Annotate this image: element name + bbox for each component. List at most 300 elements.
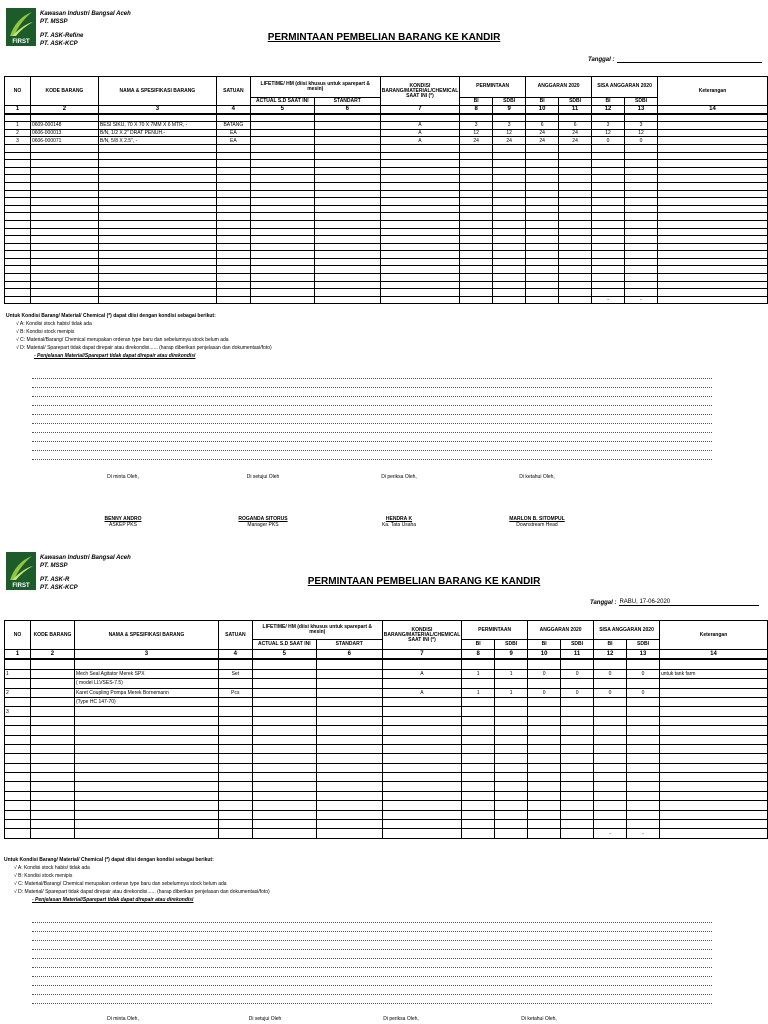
table-cell[interactable] — [627, 791, 660, 800]
table-cell[interactable] — [561, 829, 594, 838]
table-cell[interactable] — [625, 251, 658, 259]
table-cell[interactable] — [216, 190, 250, 198]
table-cell[interactable]: 0 — [592, 137, 625, 145]
table-cell[interactable] — [250, 251, 314, 259]
table-cell[interactable] — [625, 236, 658, 244]
table-cell[interactable] — [462, 735, 495, 744]
table-cell[interactable] — [460, 258, 493, 266]
table-cell[interactable] — [380, 114, 459, 122]
table-cell[interactable] — [526, 274, 559, 282]
table-cell[interactable] — [594, 716, 627, 725]
table-cell[interactable] — [493, 251, 526, 259]
table-cell[interactable] — [218, 810, 252, 819]
table-cell[interactable] — [250, 137, 314, 145]
table-cell[interactable] — [460, 144, 493, 152]
table-cell[interactable] — [526, 167, 559, 175]
table-cell[interactable] — [30, 175, 98, 183]
table-cell[interactable] — [561, 707, 594, 716]
table-cell[interactable] — [493, 182, 526, 190]
table-cell[interactable] — [660, 679, 768, 688]
table-cell[interactable] — [460, 281, 493, 289]
table-cell[interactable] — [252, 679, 316, 688]
table-cell[interactable] — [559, 152, 592, 160]
table-cell[interactable] — [380, 266, 459, 274]
table-cell[interactable] — [561, 744, 594, 753]
table-cell[interactable] — [493, 114, 526, 122]
table-cell[interactable] — [493, 144, 526, 152]
table-cell[interactable] — [462, 679, 495, 688]
table-cell[interactable] — [316, 820, 382, 829]
table-cell[interactable] — [526, 205, 559, 213]
table-cell[interactable] — [526, 281, 559, 289]
table-cell[interactable] — [460, 167, 493, 175]
table-cell[interactable]: 3 — [5, 707, 31, 716]
table-cell[interactable] — [526, 198, 559, 206]
table-cell[interactable] — [252, 782, 316, 791]
dotted-line[interactable] — [32, 397, 712, 406]
table-cell[interactable] — [30, 220, 98, 228]
table-cell[interactable] — [5, 716, 31, 725]
table-cell[interactable] — [316, 707, 382, 716]
table-cell[interactable] — [658, 289, 768, 297]
table-cell[interactable] — [528, 679, 561, 688]
table-cell[interactable] — [493, 266, 526, 274]
table-cell[interactable] — [382, 763, 461, 772]
table-cell[interactable] — [526, 175, 559, 183]
table-cell[interactable] — [660, 754, 768, 763]
table-cell[interactable] — [5, 236, 31, 244]
table-cell[interactable] — [462, 782, 495, 791]
table-cell[interactable] — [316, 669, 382, 678]
table-cell[interactable] — [528, 773, 561, 782]
table-cell[interactable] — [30, 810, 74, 819]
table-cell[interactable] — [5, 228, 31, 236]
table-cell[interactable] — [627, 801, 660, 810]
table-cell[interactable] — [30, 669, 74, 678]
table-cell[interactable] — [314, 220, 380, 228]
table-cell[interactable] — [625, 144, 658, 152]
dotted-line[interactable] — [32, 451, 712, 460]
table-cell[interactable] — [5, 205, 31, 213]
table-cell[interactable] — [561, 735, 594, 744]
table-cell[interactable]: 12 — [592, 129, 625, 137]
table-cell[interactable]: 0 — [627, 688, 660, 697]
table-cell[interactable]: - — [592, 296, 625, 304]
table-cell[interactable] — [495, 791, 528, 800]
table-cell[interactable] — [5, 152, 31, 160]
table-cell[interactable] — [460, 160, 493, 168]
table-cell[interactable]: A — [382, 688, 461, 697]
table-cell[interactable] — [658, 213, 768, 221]
table-cell[interactable] — [30, 205, 98, 213]
table-cell[interactable] — [380, 205, 459, 213]
table-cell[interactable] — [5, 289, 31, 297]
table-cell[interactable] — [30, 820, 74, 829]
table-cell[interactable] — [462, 697, 495, 706]
table-cell[interactable] — [592, 228, 625, 236]
table-cell[interactable] — [216, 281, 250, 289]
table-cell[interactable] — [30, 726, 74, 735]
table-cell[interactable] — [526, 182, 559, 190]
table-cell[interactable] — [658, 129, 768, 137]
table-cell[interactable]: Karet Coupling Pompa Merek Bornemann — [74, 688, 218, 697]
table-cell[interactable] — [316, 688, 382, 697]
table-cell[interactable] — [5, 251, 31, 259]
table-cell[interactable]: 12 — [460, 129, 493, 137]
table-cell[interactable] — [314, 296, 380, 304]
table-cell[interactable] — [460, 266, 493, 274]
dotted-line[interactable] — [32, 932, 712, 941]
table-cell[interactable] — [216, 243, 250, 251]
table-cell[interactable] — [559, 175, 592, 183]
table-cell[interactable] — [625, 198, 658, 206]
table-cell[interactable] — [561, 659, 594, 669]
table-cell[interactable] — [250, 205, 314, 213]
table-cell[interactable] — [660, 763, 768, 772]
table-cell[interactable] — [660, 707, 768, 716]
table-cell[interactable] — [528, 782, 561, 791]
table-cell[interactable] — [462, 829, 495, 838]
table-cell[interactable] — [74, 716, 218, 725]
table-cell[interactable] — [627, 679, 660, 688]
table-cell[interactable] — [216, 274, 250, 282]
table-cell[interactable] — [30, 801, 74, 810]
table-cell[interactable]: Set — [218, 669, 252, 678]
table-cell[interactable] — [5, 782, 31, 791]
table-cell[interactable] — [30, 707, 74, 716]
table-cell[interactable] — [559, 190, 592, 198]
table-cell[interactable] — [528, 735, 561, 744]
table-cell[interactable]: 3 — [625, 122, 658, 130]
table-cell[interactable]: 0606-000013 — [30, 129, 98, 137]
table-cell[interactable] — [493, 274, 526, 282]
table-cell[interactable] — [314, 152, 380, 160]
table-cell[interactable] — [493, 175, 526, 183]
table-cell[interactable] — [658, 258, 768, 266]
table-cell[interactable]: (Type HC 147-70) — [74, 697, 218, 706]
table-cell[interactable]: 3 — [460, 122, 493, 130]
table-cell[interactable]: A — [382, 669, 461, 678]
table-cell[interactable] — [561, 791, 594, 800]
table-cell[interactable] — [559, 160, 592, 168]
table-cell[interactable] — [594, 679, 627, 688]
table-cell[interactable] — [460, 251, 493, 259]
table-cell[interactable]: BESI SIKU, 70 X 70 X 7MM X 6 MTR, - — [98, 122, 216, 130]
table-cell[interactable] — [559, 228, 592, 236]
table-cell[interactable] — [528, 726, 561, 735]
table-cell[interactable]: 0606-000071 — [30, 137, 98, 145]
table-cell[interactable] — [250, 266, 314, 274]
table-cell[interactable] — [314, 137, 380, 145]
table-cell[interactable] — [493, 152, 526, 160]
table-cell[interactable] — [559, 289, 592, 297]
table-cell[interactable] — [528, 744, 561, 753]
table-cell[interactable] — [625, 175, 658, 183]
dotted-line[interactable] — [32, 914, 712, 923]
table-cell[interactable] — [658, 266, 768, 274]
table-cell[interactable] — [218, 735, 252, 744]
table-cell[interactable] — [380, 243, 459, 251]
table-cell[interactable] — [592, 236, 625, 244]
table-cell[interactable] — [559, 258, 592, 266]
table-cell[interactable]: 24 — [526, 137, 559, 145]
table-cell[interactable] — [592, 182, 625, 190]
table-cell[interactable]: EA — [216, 137, 250, 145]
table-cell[interactable] — [252, 829, 316, 838]
table-cell[interactable]: - — [625, 296, 658, 304]
table-cell[interactable] — [627, 744, 660, 753]
table-cell[interactable] — [460, 296, 493, 304]
table-cell[interactable] — [98, 289, 216, 297]
table-cell[interactable]: 3 — [592, 122, 625, 130]
table-cell[interactable] — [528, 659, 561, 669]
table-cell[interactable] — [460, 213, 493, 221]
table-cell[interactable] — [218, 829, 252, 838]
table-cell[interactable] — [250, 152, 314, 160]
table-cell[interactable] — [495, 659, 528, 669]
table-cell[interactable] — [5, 296, 31, 304]
table-cell[interactable] — [5, 735, 31, 744]
table-cell[interactable] — [218, 716, 252, 725]
table-cell[interactable] — [252, 763, 316, 772]
table-cell[interactable] — [74, 735, 218, 744]
table-cell[interactable] — [30, 679, 74, 688]
table-cell[interactable] — [314, 228, 380, 236]
table-cell[interactable]: 24 — [526, 129, 559, 137]
table-cell[interactable] — [216, 198, 250, 206]
table-cell[interactable] — [660, 773, 768, 782]
table-cell[interactable] — [98, 205, 216, 213]
table-cell[interactable] — [216, 289, 250, 297]
table-cell[interactable] — [380, 251, 459, 259]
table-cell[interactable] — [594, 801, 627, 810]
table-cell[interactable] — [5, 220, 31, 228]
table-cell[interactable] — [382, 810, 461, 819]
table-cell[interactable] — [592, 190, 625, 198]
table-cell[interactable] — [30, 688, 74, 697]
table-cell[interactable] — [216, 167, 250, 175]
table-cell[interactable] — [30, 190, 98, 198]
table-cell[interactable] — [559, 274, 592, 282]
table-cell[interactable] — [528, 820, 561, 829]
table-cell[interactable] — [559, 167, 592, 175]
table-cell[interactable] — [592, 114, 625, 122]
table-cell[interactable] — [493, 205, 526, 213]
table-cell[interactable] — [314, 167, 380, 175]
table-cell[interactable] — [382, 707, 461, 716]
table-cell[interactable] — [218, 820, 252, 829]
table-cell[interactable] — [528, 791, 561, 800]
table-cell[interactable] — [658, 167, 768, 175]
table-cell[interactable] — [5, 258, 31, 266]
table-cell[interactable] — [495, 744, 528, 753]
table-cell[interactable] — [216, 160, 250, 168]
table-cell[interactable] — [594, 782, 627, 791]
table-cell[interactable] — [380, 236, 459, 244]
table-cell[interactable] — [625, 258, 658, 266]
table-cell[interactable] — [98, 198, 216, 206]
table-cell[interactable] — [594, 810, 627, 819]
table-cell[interactable] — [252, 754, 316, 763]
table-cell[interactable] — [74, 773, 218, 782]
table-cell[interactable] — [314, 160, 380, 168]
table-cell[interactable] — [495, 829, 528, 838]
table-cell[interactable] — [462, 773, 495, 782]
tanggal-field[interactable] — [588, 56, 762, 63]
table-cell[interactable] — [30, 236, 98, 244]
table-cell[interactable] — [592, 281, 625, 289]
table-cell[interactable] — [561, 820, 594, 829]
table-cell[interactable] — [314, 198, 380, 206]
table-cell[interactable] — [216, 236, 250, 244]
table-cell[interactable] — [493, 220, 526, 228]
table-cell[interactable] — [30, 716, 74, 725]
table-cell[interactable] — [30, 160, 98, 168]
table-cell[interactable]: Pcs — [218, 688, 252, 697]
table-cell[interactable] — [528, 763, 561, 772]
table-cell[interactable] — [526, 258, 559, 266]
table-cell[interactable] — [30, 659, 74, 669]
table-cell[interactable] — [252, 791, 316, 800]
table-cell[interactable] — [216, 228, 250, 236]
table-cell[interactable] — [627, 735, 660, 744]
table-cell[interactable] — [495, 716, 528, 725]
table-cell[interactable] — [592, 152, 625, 160]
table-cell[interactable] — [559, 144, 592, 152]
table-cell[interactable] — [559, 236, 592, 244]
table-cell[interactable] — [528, 801, 561, 810]
table-cell[interactable] — [625, 243, 658, 251]
table-cell[interactable] — [380, 289, 459, 297]
table-cell[interactable] — [660, 791, 768, 800]
table-cell[interactable] — [528, 697, 561, 706]
table-cell[interactable] — [380, 190, 459, 198]
table-cell[interactable] — [30, 296, 98, 304]
table-cell[interactable] — [74, 659, 218, 669]
table-cell[interactable] — [250, 220, 314, 228]
table-cell[interactable] — [594, 707, 627, 716]
table-cell[interactable] — [74, 726, 218, 735]
table-cell[interactable] — [592, 289, 625, 297]
table-cell[interactable] — [316, 659, 382, 669]
table-cell[interactable] — [98, 243, 216, 251]
table-cell[interactable] — [252, 716, 316, 725]
table-cell[interactable] — [250, 289, 314, 297]
table-cell[interactable] — [625, 160, 658, 168]
table-cell[interactable] — [382, 773, 461, 782]
table-cell[interactable] — [252, 697, 316, 706]
table-cell[interactable]: 0 — [528, 688, 561, 697]
table-cell[interactable] — [658, 175, 768, 183]
table-cell[interactable] — [314, 251, 380, 259]
table-cell[interactable] — [98, 182, 216, 190]
table-cell[interactable] — [594, 735, 627, 744]
table-cell[interactable] — [493, 289, 526, 297]
table-cell[interactable] — [594, 726, 627, 735]
table-cell[interactable] — [5, 697, 31, 706]
table-cell[interactable] — [380, 296, 459, 304]
table-cell[interactable]: 1 — [495, 688, 528, 697]
table-cell[interactable] — [526, 236, 559, 244]
table-cell[interactable] — [660, 726, 768, 735]
table-cell[interactable]: 1 — [495, 669, 528, 678]
table-cell[interactable] — [382, 754, 461, 763]
table-cell[interactable] — [30, 735, 74, 744]
table-cell[interactable] — [5, 243, 31, 251]
table-cell[interactable] — [625, 213, 658, 221]
table-cell[interactable] — [526, 190, 559, 198]
table-cell[interactable]: 0 — [594, 669, 627, 678]
table-cell[interactable] — [495, 754, 528, 763]
table-cell[interactable] — [592, 243, 625, 251]
table-cell[interactable] — [493, 190, 526, 198]
table-cell[interactable] — [250, 129, 314, 137]
table-cell[interactable] — [462, 726, 495, 735]
table-cell[interactable] — [526, 228, 559, 236]
table-cell[interactable] — [493, 198, 526, 206]
table-cell[interactable] — [216, 152, 250, 160]
table-cell[interactable] — [594, 773, 627, 782]
table-cell[interactable] — [5, 167, 31, 175]
table-cell[interactable] — [74, 744, 218, 753]
table-cell[interactable] — [559, 213, 592, 221]
table-cell[interactable] — [250, 190, 314, 198]
table-cell[interactable] — [625, 266, 658, 274]
table-cell[interactable] — [462, 810, 495, 819]
table-cell[interactable] — [98, 213, 216, 221]
table-cell[interactable] — [314, 243, 380, 251]
table-cell[interactable] — [316, 810, 382, 819]
table-cell[interactable] — [462, 763, 495, 772]
table-cell[interactable] — [98, 152, 216, 160]
table-cell[interactable] — [98, 144, 216, 152]
table-cell[interactable] — [625, 182, 658, 190]
table-cell[interactable] — [5, 726, 31, 735]
table-cell[interactable] — [526, 289, 559, 297]
table-cell[interactable] — [658, 281, 768, 289]
table-cell[interactable] — [559, 205, 592, 213]
table-cell[interactable] — [561, 726, 594, 735]
table-cell[interactable] — [559, 114, 592, 122]
table-cell[interactable] — [658, 144, 768, 152]
table-cell[interactable] — [74, 707, 218, 716]
table-cell[interactable] — [74, 829, 218, 838]
table-cell[interactable] — [252, 810, 316, 819]
table-cell[interactable] — [314, 236, 380, 244]
table-cell[interactable] — [314, 114, 380, 122]
dotted-line[interactable] — [32, 433, 712, 442]
table-cell[interactable] — [526, 251, 559, 259]
table-cell[interactable] — [5, 266, 31, 274]
penjelasan-lines[interactable] — [32, 370, 712, 460]
table-cell[interactable] — [5, 213, 31, 221]
table-cell[interactable] — [592, 160, 625, 168]
table-cell[interactable] — [380, 152, 459, 160]
table-cell[interactable] — [561, 810, 594, 819]
table-cell[interactable] — [462, 659, 495, 669]
table-cell[interactable] — [250, 274, 314, 282]
table-cell[interactable] — [382, 735, 461, 744]
table-cell[interactable] — [526, 144, 559, 152]
table-cell[interactable] — [30, 243, 98, 251]
table-cell[interactable] — [495, 697, 528, 706]
tanggal-value[interactable]: RABU, 17-06-2020 — [619, 599, 759, 606]
table-cell[interactable] — [250, 198, 314, 206]
table-cell[interactable] — [30, 228, 98, 236]
table-cell[interactable] — [218, 782, 252, 791]
table-cell[interactable] — [250, 281, 314, 289]
table-cell[interactable] — [218, 744, 252, 753]
